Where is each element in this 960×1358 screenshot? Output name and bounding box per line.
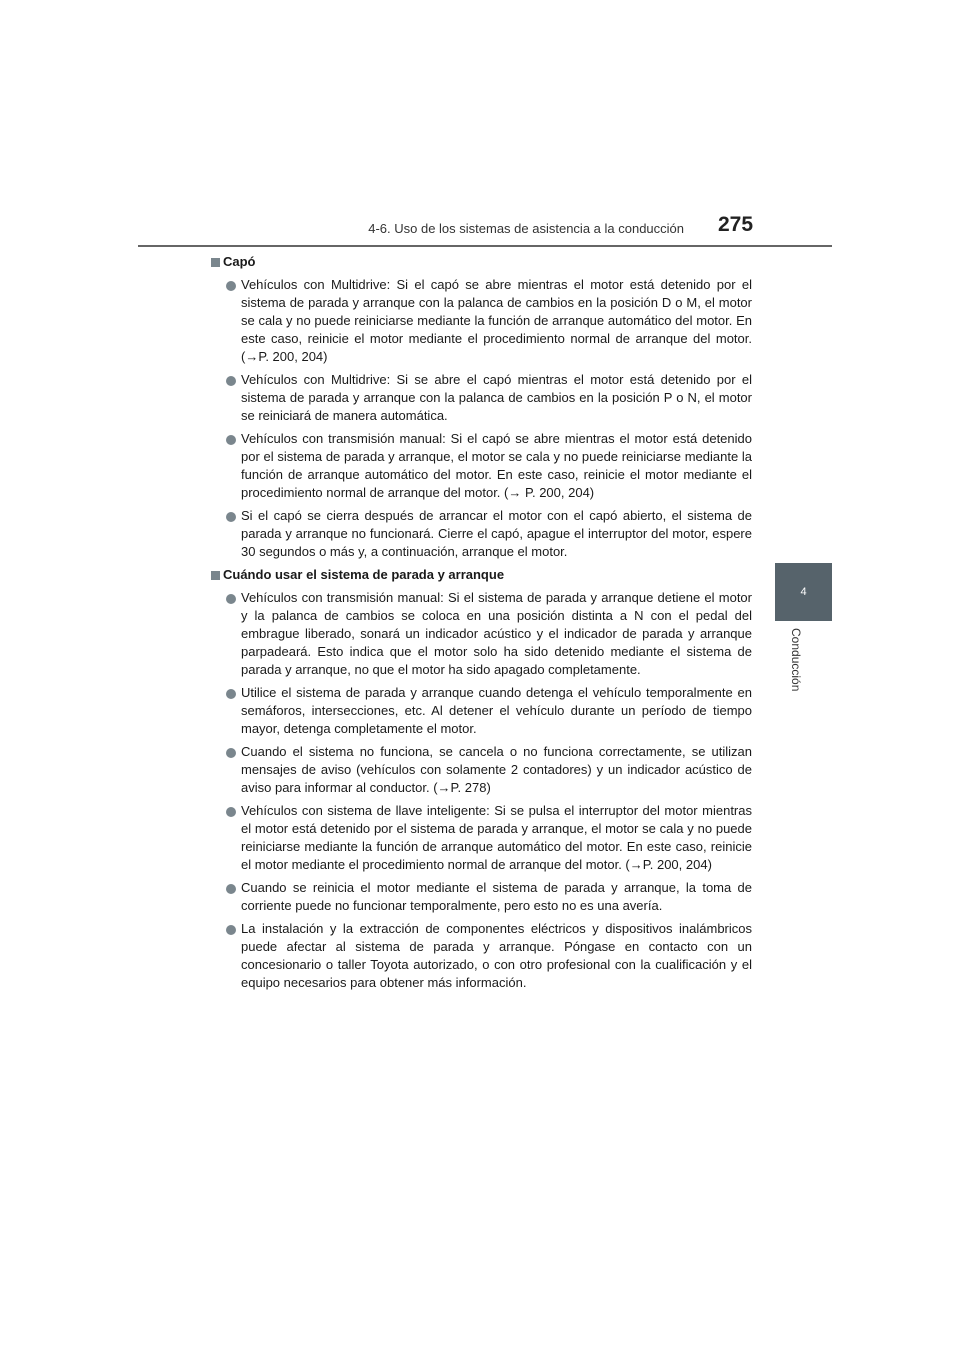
section-heading-text: Cuándo usar el sistema de parada y arranque (223, 567, 505, 582)
circle-bullet-icon (226, 435, 236, 445)
chapter-tab (775, 563, 832, 621)
circle-bullet-icon (226, 281, 236, 291)
circle-bullet-icon (226, 807, 236, 817)
circle-bullet-icon (226, 925, 236, 935)
list-item (210, 920, 752, 992)
list-item-text: La instalación y la extracción de componentes eléctricos y dispositivos inalámbricos puede afectar al sistema de parada y arranque. Póngase en contacto con un concesionario o taller Toyota autorizado, o con otro profesional con la cualificación y el equipo necesarios para obtener más información. (241, 921, 752, 990)
circle-bullet-icon (226, 594, 236, 604)
page-content (210, 253, 752, 997)
circle-bullet-icon (226, 884, 236, 894)
square-bullet-icon (211, 571, 220, 580)
list-item-text: Vehículos con Multidrive: Si se abre el capó mientras el motor está detenido por el sistema de parada y arranque con la palanca de cambios en la posición P o N, el motor se reiniciará de manera automática. (241, 372, 752, 423)
list-item-text: Vehículos con sistema de llave inteligente: Si se pulsa el interruptor del motor mientras el motor está detenido por el sistema de parada y arranque, el motor se cala y no puede reiniciarse mediante la función de arranque automático del motor. En este caso, reinicie el motor mediante el procedimiento normal de arranque del motor. (→P. 200, 204) (241, 803, 752, 872)
square-bullet-icon (211, 258, 220, 267)
list-item-text: Vehículos con transmisión manual: Si el sistema de parada y arranque detiene el motor y la palanca de cambios se coloca en una posición distinta a N con el pedal del embrague liberado, sonará un indicador acústico y el indicador de parada y arranque parpadeará. Esto indica que el motor solo ha sido detenido mediante el sistema de parada y arranque, no que el motor ha sido apagado completamente. (241, 590, 752, 677)
page-number: 275 (718, 213, 754, 236)
section-heading (210, 566, 752, 584)
list-item (210, 879, 752, 915)
list-item-text: Si el capó se cierra después de arrancar el motor con el capó abierto, el sistema de parada y arranque no funcionará. Cierre el capó, apague el interruptor del motor, espere 30 segundos o más y, a continuación, arranque el motor. (241, 508, 752, 559)
list-item (210, 430, 752, 502)
circle-bullet-icon (226, 512, 236, 522)
list-item (210, 743, 752, 797)
circle-bullet-icon (226, 689, 236, 699)
list-item-text: Vehículos con transmisión manual: Si el capó se abre mientras el motor está detenido por el sistema de parada y arranque, el motor se cala y no puede reiniciarse mediante la función de arranque automático del motor. En este caso, reinicie el motor mediante el procedimiento normal de arranque del motor. (→ P. 200, 204) (241, 431, 752, 500)
list-item-text: Cuando se reinicia el motor mediante el sistema de parada y arranque, la toma de corriente puede no funcionar temporalmente, pero esto no es una avería. (241, 880, 752, 913)
list-item (210, 507, 752, 561)
list-item (210, 589, 752, 679)
chapter-label: Conducción (789, 628, 803, 692)
list-item (210, 276, 752, 366)
section-heading-text: Capó (223, 254, 256, 269)
list-item-text: Utilice el sistema de parada y arranque cuando detenga el vehículo temporalmente en semáforos, intersecciones, etc. Al detener el vehículo durante un período de tiempo mayor, detenga completamente el motor. (241, 685, 752, 736)
circle-bullet-icon (226, 376, 236, 386)
section-capo (210, 253, 752, 561)
section-heading (210, 253, 752, 271)
list-item-text: Vehículos con Multidrive: Si el capó se abre mientras el motor está detenido por el sistema de parada y arranque con la palanca de cambios en la posición D o M, el motor se cala y no puede reiniciarse mediante la función de arranque automático del motor. En este caso, reinicie el motor mediante el procedimiento normal de arranque del motor. (→P. 200, 204) (241, 277, 752, 364)
circle-bullet-icon (226, 748, 236, 758)
header-divider (138, 245, 832, 247)
list-item (210, 684, 752, 738)
page-header-title: 4-6. Uso de los sistemas de asistencia a la conducción (368, 221, 684, 236)
list-item (210, 802, 752, 874)
list-item-text: Cuando el sistema no funciona, se cancela o no funciona correctamente, se utilizan mensajes de aviso (vehículos con solamente 2 contadores) y un indicador acústico de aviso para informar al conductor. (→P. 278) (241, 744, 752, 795)
chapter-number: 4 (800, 586, 807, 598)
list-item (210, 371, 752, 425)
section-cuando-usar (210, 566, 752, 992)
